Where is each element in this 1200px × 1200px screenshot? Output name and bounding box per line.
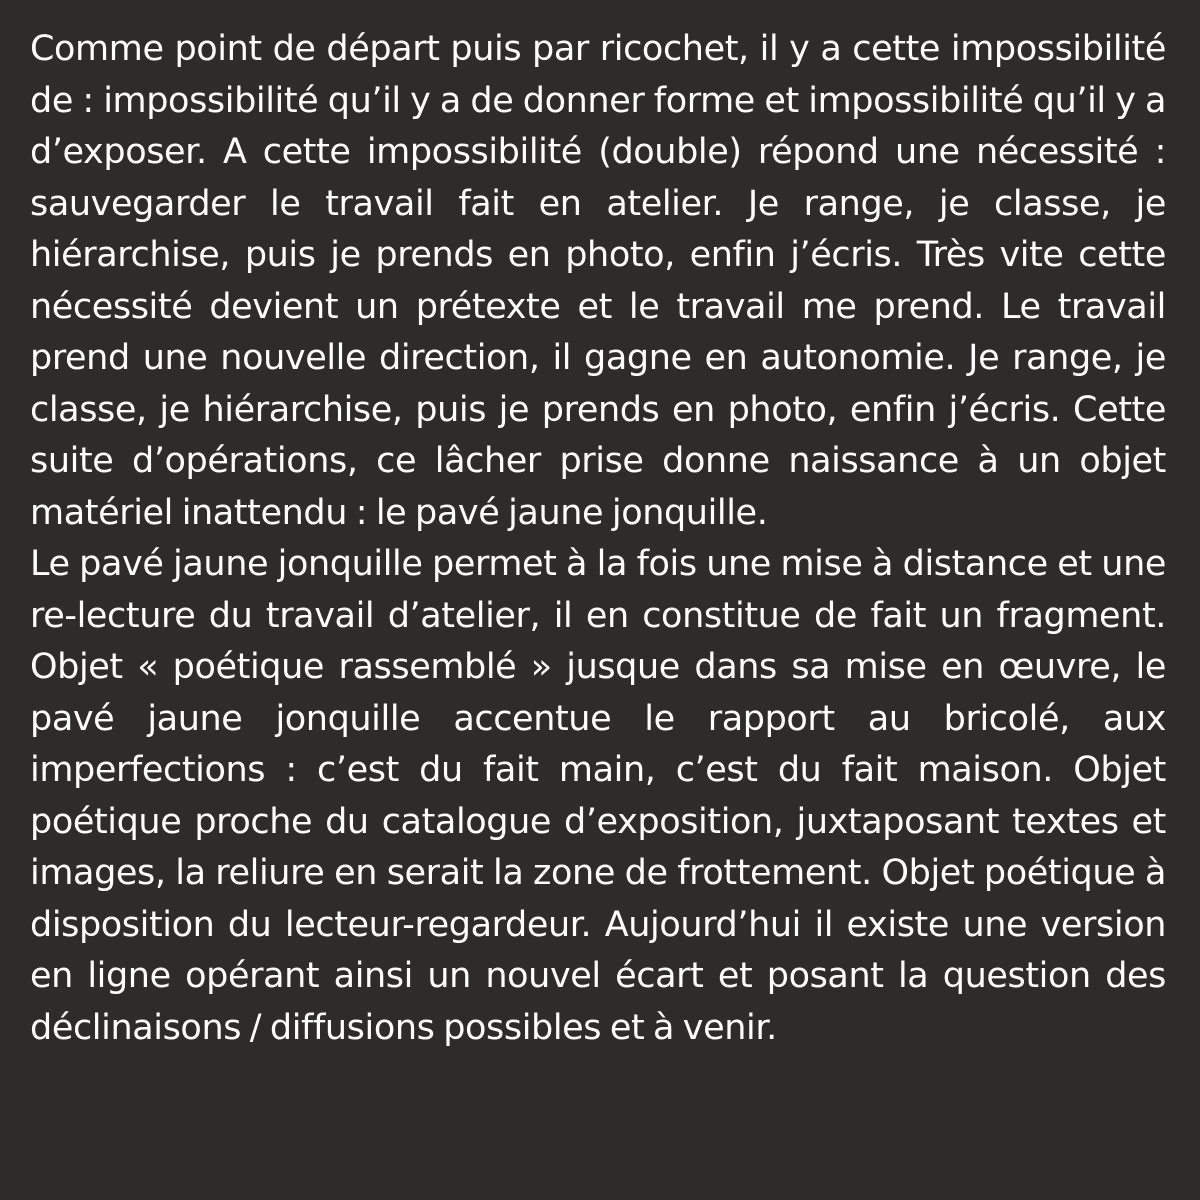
paragraph-2: Le pavé jaune jonquille permet à la fois une mise à distance et une re-lecture du travail d’atelier, il en constitue de fait un fragment. Objet « poétique rassemblé » jusque dans sa mise en œuvre, le pavé jaune jonquille accentue le rapport au bricolé, aux imperfections : c’est du fait main, c’est du fait maison. Objet poétique proche du catalogue d’exposition, juxtaposant textes et images, la reliure en serait la zone de frottement. Objet poétique à disposition du lecteur-regardeur. Aujourd’hui il existe une version en ligne opérant ainsi un nouvel écart et posant la question des déclinaisons / diffusions possibles et à venir. [30, 544, 1166, 1048]
paragraph-1: Comme point de départ puis par ricochet, il y a cette impossibilité de : impossibilité qu’il y a de donner forme et impossibilité qu’il y a d’exposer. A cette impossibilité (double) répond une nécessité : sauvegarder le travail fait en atelier. Je range, je classe, je hiérarchise, puis je prends en photo, enfin j’écris. Très vite cette nécessité devient un prétexte et le travail me prend. Le travail prend une nouvelle direction, il gagne en autonomie. Je range, je classe, je hiérarchise, puis je prends en photo, enfin j’écris. Cette suite d’opérations, ce lâcher prise donne naissance à un objet matériel inattendu : le pavé jaune jonquille. [30, 29, 1166, 533]
